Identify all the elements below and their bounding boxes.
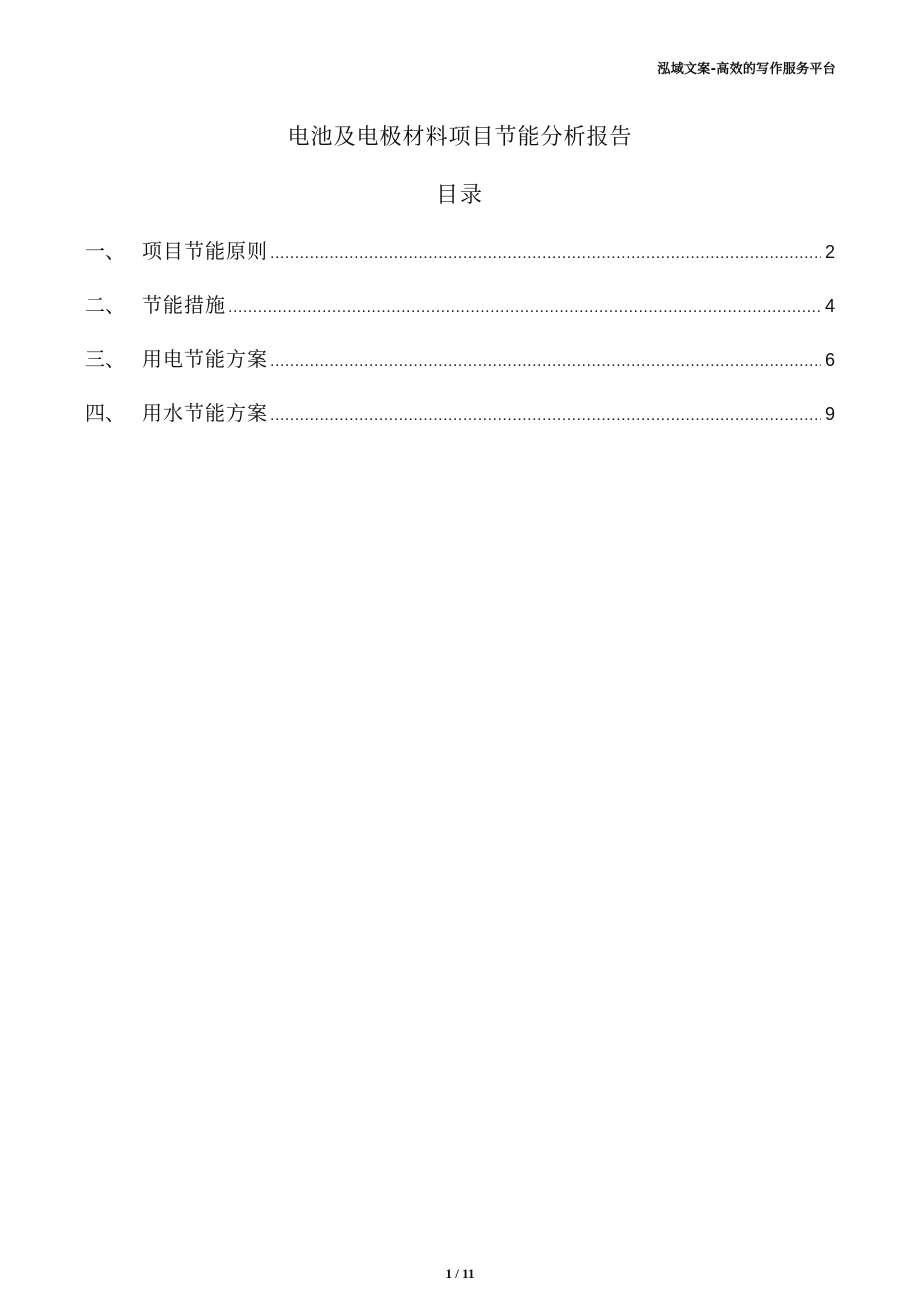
toc-entry[interactable] (85, 397, 835, 451)
toc-dot-leader (270, 245, 821, 263)
toc-entry-number: 二、 (85, 293, 125, 317)
toc-entry[interactable] (85, 343, 835, 397)
toc-entry-page: 4 (824, 296, 835, 316)
toc-dot-leader (228, 299, 821, 317)
toc-entry-number: 三、 (85, 347, 125, 371)
toc-entry[interactable] (85, 289, 835, 343)
toc-entry[interactable] (85, 235, 835, 289)
table-of-contents (85, 235, 835, 451)
page-number-footer: 1 / 11 (445, 1266, 475, 1281)
document-title: 电池及电极材料项目节能分析报告 (287, 125, 633, 150)
toc-entry-page: 2 (824, 242, 835, 262)
toc-heading: 目录 (435, 183, 484, 208)
toc-entry-title: 用水节能方案 (142, 401, 268, 425)
toc-entry-number: 一、 (85, 239, 125, 263)
toc-entry-page: 9 (824, 404, 835, 424)
toc-entry-page: 6 (824, 350, 835, 370)
toc-entry-title: 用电节能方案 (142, 347, 268, 371)
toc-entry-number: 四、 (85, 401, 125, 425)
page-header: 泓域文案-高效的写作服务平台 (657, 62, 836, 77)
toc-entry-title: 项目节能原则 (142, 239, 268, 263)
toc-dot-leader (270, 407, 821, 425)
toc-entry-title: 节能措施 (142, 293, 226, 317)
toc-dot-leader (270, 353, 821, 371)
